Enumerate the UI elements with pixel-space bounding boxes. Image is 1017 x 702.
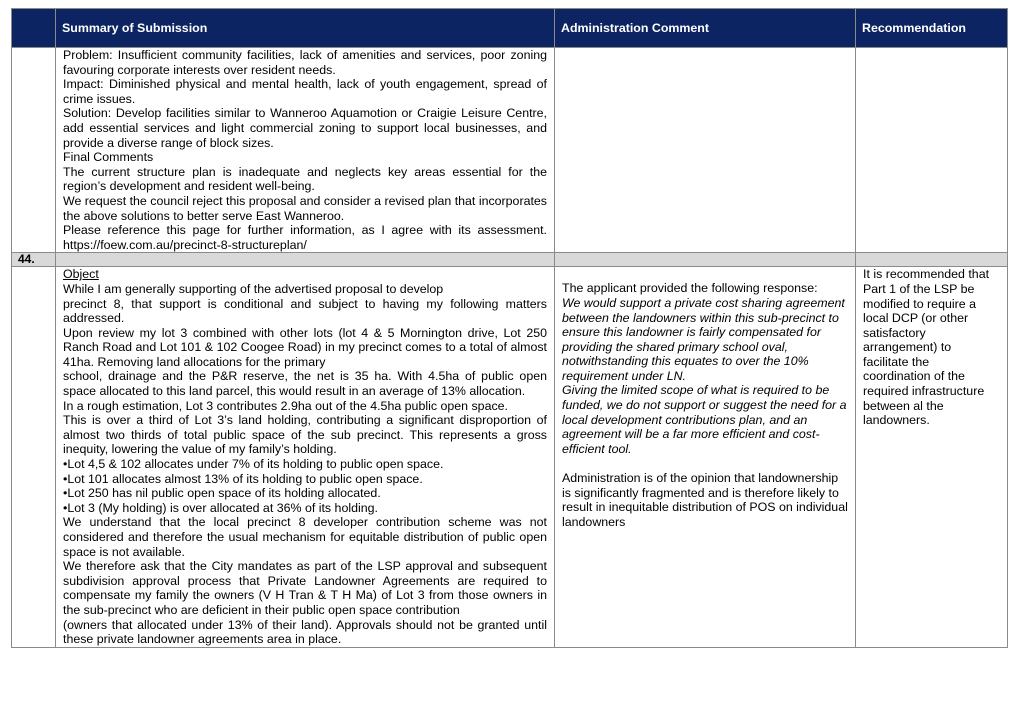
- summary-paragraph: school, drainage and the P&R reserve, the net is 35 ha. With 4.5ha of public open space allocated to this land parcel, this would result in an average of 13% allocation.: [63, 369, 547, 399]
- submission-number: 44.: [12, 253, 56, 267]
- summary-paragraph: We request the council reject this proposal and consider a revised plan that incorporates the above solutions to better serve East Wanneroo.: [63, 193, 547, 223]
- number-row-spacer: [555, 253, 856, 267]
- submissions-table: [11, 8, 1008, 648]
- summary-bullet: •Lot 4,5 & 102 allocates under 7% of its holding to public open space.: [63, 457, 444, 472]
- admin-comment-cell: [555, 267, 856, 647]
- table-header-row: [12, 9, 1008, 48]
- header-number-cell: [12, 9, 56, 48]
- row-number-cell: [12, 267, 56, 647]
- recommendation-text: It is recommended that Part 1 of the LSP be modified to require a local DCP (or other satisfactory arrangement) to facilitate the coordination of the required infrastructure between al the landowners.: [863, 267, 990, 428]
- number-row-spacer: [56, 253, 555, 267]
- admin-opinion: Administration is of the opinion that landownership is significantly fragmented and is therefore likely to result in inequitable distribution of POS on individual landowners: [562, 471, 848, 529]
- table-row: [12, 48, 1008, 253]
- applicant-quote: We would support a private cost sharing agreement between the landowners within this sub-precinct to ensure this landowner is fairly compensated for providing the shared primary school oval, notwithstanding this equates to over the 10% requirement under LN.: [562, 295, 845, 383]
- summary-paragraph: (owners that allocated under 13% of their land). Approvals should not be granted until these private landowner agreements area in place.: [63, 617, 547, 647]
- summary-paragraph: We understand that the local precinct 8 developer contribution scheme was not considered and therefore the usual mechanism for equitable distribution of public open space is not available.: [63, 515, 547, 559]
- number-row-spacer: [856, 253, 1008, 267]
- summary-paragraph: In a rough estimation, Lot 3 contributes 2.9ha out of the 4.5ha public open space.: [63, 398, 508, 413]
- summary-cell: [56, 267, 555, 647]
- summary-bullet: •Lot 101 allocates almost 13% of its holding to public open space.: [63, 471, 423, 486]
- summary-paragraph: Final Comments: [63, 150, 154, 165]
- summary-paragraph: Solution: Develop facilities similar to Wanneroo Aquamotion or Craigie Leisure Centre, add essential services and light commercial zoning to support local businesses, and provide a diverse range of block sizes.: [63, 106, 547, 150]
- summary-paragraph: Impact: Diminished physical and mental health, lack of youth engagement, spread of crime issues.: [63, 77, 547, 106]
- summary-bullet: •Lot 3 (My holding) is over allocated at 36% of its holding.: [63, 500, 378, 515]
- submission-number-row: [12, 253, 1008, 267]
- summary-paragraph: Problem: Insufficient community facilities, lack of amenities and services, poor zoning favouring corporate interests over resident needs.: [63, 48, 547, 77]
- summary-paragraph: While I am generally supporting of the advertised proposal to develop: [63, 281, 444, 296]
- summary-bullet: •Lot 250 has nil public open space of its holding allocated.: [63, 486, 381, 501]
- submission-heading: Object: [63, 267, 99, 282]
- summary-paragraph: Upon review my lot 3 combined with other lots (lot 4 & 5 Mornington drive, Lot 250 Ranch Road and Lot 101 & 102 Coogee Road) in my precinct comes to a total of almost 41ha. Removing land allocations for the primary: [63, 325, 547, 369]
- recommendation-cell: [856, 267, 1008, 647]
- summary-paragraph: precinct 8, that support is conditional and subject to having my following matters addressed.: [63, 296, 547, 326]
- admin-comment-cell: [555, 48, 856, 253]
- table-row: [12, 267, 1008, 647]
- row-number-cell: [12, 48, 56, 253]
- admin-intro: The applicant provided the following response:: [562, 281, 818, 296]
- header-recommendation: Recommendation: [856, 9, 1008, 48]
- summary-paragraph: This is over a third of Lot 3’s land holding, contributing a significant disproportion of almost two thirds of total public space of the sub precinct. This represents a gross inequity, lowering the value of my family’s holding.: [63, 413, 547, 457]
- header-summary: Summary of Submission: [56, 9, 555, 48]
- summary-paragraph: Please reference this page for further information, as I agree with its assessment. https://foew.com.au/precinct-8-structureplan/: [63, 223, 547, 252]
- summary-paragraph: The current structure plan is inadequate and neglects key areas essential for the region’s development and resident well-being.: [63, 164, 547, 194]
- recommendation-cell: [856, 48, 1008, 253]
- summary-paragraph: We therefore ask that the City mandates as part of the LSP approval and subsequent subdivision approval process that Private Landowner Agreements are required to compensate my family the owners (V H Tran & T H Ma) of Lot 3 from those owners in the sub-precinct who are deficient in their public open space contribution: [63, 559, 547, 617]
- summary-cell: [56, 48, 555, 253]
- paragraph-gap: [562, 456, 848, 471]
- applicant-quote: Giving the limited scope of what is required to be funded, we do not support or suggest the need for a local development contributions plan, and an agreement will be a far more efficient and cost-efficient tool.: [562, 383, 847, 456]
- header-admin-comment: Administration Comment: [555, 9, 856, 48]
